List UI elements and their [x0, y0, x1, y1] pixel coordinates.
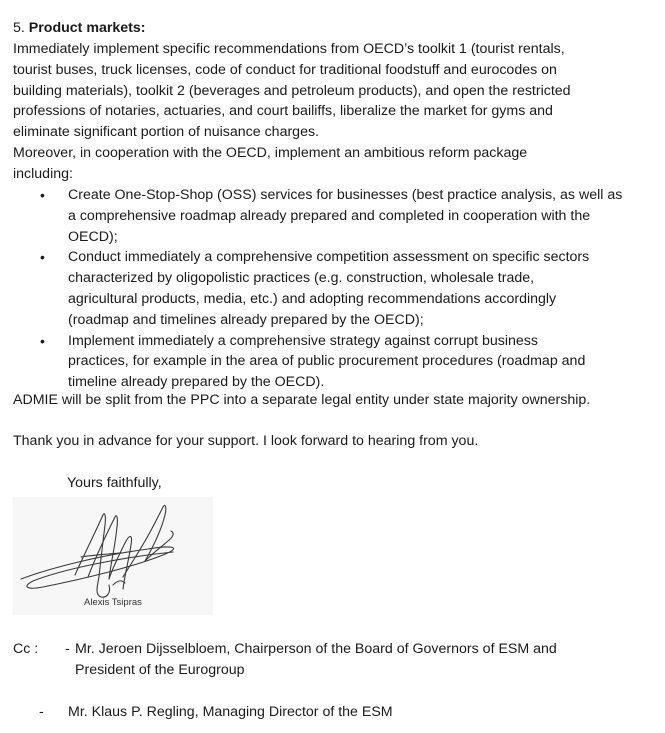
cc-label: Cc : — [13, 641, 39, 657]
bullet-item-competition — [13, 247, 649, 330]
paragraph-line: building materials), toolkit 2 (beverages and petroleum products), and open the restricted — [13, 82, 571, 99]
section-heading — [13, 18, 653, 39]
bullet-line: a comprehensive roadmap already prepared and completed in cooperation with the — [68, 207, 591, 224]
cc-recipient-1: Mr. Jeroen Dijsselbloem, Chairperson of the Board of Governors of ESM and — [75, 641, 557, 657]
paragraph-line: Immediately implement specific recommendations from OECD’s toolkit 1 (tourist rentals, — [13, 41, 565, 57]
bullet-marker: • — [40, 187, 45, 203]
bullet-item-corruption — [13, 331, 649, 393]
reform-package-paragraph — [13, 143, 649, 185]
thanks-line: Thank you in advance for your support. I look forward to hearing from you. — [13, 433, 479, 449]
bullet-line: timeline already prepared by the OECD). — [68, 374, 325, 391]
section-title: Product markets: — [28, 20, 146, 36]
signature-caption: Alexis Tsipras — [84, 597, 142, 608]
paragraph-line: including: — [13, 165, 73, 182]
paragraph-line: professions of notaries, actuaries, and court bailiffs, liberalize the market for gyms and — [13, 103, 553, 120]
admie-statement: ADMIE will be split from the PPC into a separate legal entity under state majority ownership. — [13, 392, 591, 408]
bullet-line: Create One-Stop-Shop (OSS) services for businesses (best practice analysis, as well as — [68, 187, 623, 203]
product-markets-paragraph — [13, 39, 649, 143]
cc-dash: - — [65, 641, 70, 657]
paragraph-line: tourist buses, truck licenses, code of conduct for traditional foodstuff and eurocodes on — [13, 61, 557, 78]
bullet-line: Implement immediately a comprehensive strategy against corrupt business — [68, 332, 538, 349]
reform-bullet-list — [13, 185, 649, 393]
closing-salutation: Yours faithfully, — [67, 475, 162, 491]
bullet-marker: • — [40, 249, 45, 266]
paragraph-line: Moreover, in cooperation with the OECD, implement an ambitious reform package — [13, 145, 528, 161]
bullet-line: agricultural products, media, etc.) and adopting recommendations accordingly — [68, 290, 557, 307]
bullet-line: practices, for example in the area of public procurement procedures (roadmap and — [68, 353, 586, 370]
bullet-line: characterized by oligopolistic practices (e.g. construction, wholesale trade, — [68, 270, 535, 287]
paragraph-line: eliminate significant portion of nuisance charges. — [13, 124, 319, 141]
bullet-line: Conduct immediately a comprehensive competition assessment on specific sectors — [68, 249, 590, 266]
section-number: 5. — [13, 20, 25, 36]
cc-recipient-2: Mr. Klaus P. Regling, Managing Director of the ESM — [68, 704, 393, 720]
bullet-marker: • — [40, 332, 45, 349]
cc-recipient-1-role: President of the Eurogroup — [75, 662, 245, 678]
bullet-line: OECD); — [68, 228, 118, 245]
cc-dash: - — [39, 704, 44, 720]
signature-image — [13, 497, 213, 615]
bullet-line: (roadmap and timelines already prepared by the OECD); — [68, 311, 424, 328]
bullet-item-oss — [13, 185, 649, 247]
